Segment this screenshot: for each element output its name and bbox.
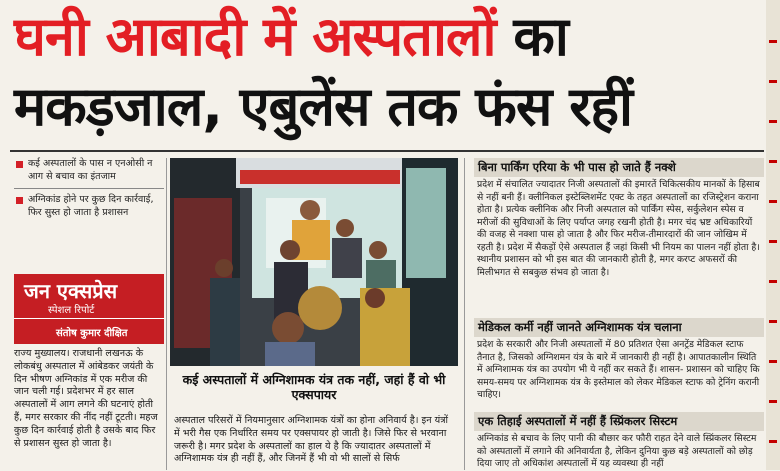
banner-subtitle: स्पेशल रिपोर्ट xyxy=(48,305,95,316)
bullet-square-icon xyxy=(16,197,23,204)
section-parking xyxy=(474,158,764,279)
photo-caption-headline: कई अस्पतालों में अग्निशामक यंत्र तक नहीं, जहां हैं वो भी एक्सपायर xyxy=(182,372,446,402)
bullet-item xyxy=(14,158,164,183)
headline-line1 xyxy=(14,5,568,68)
headline-black-part: का xyxy=(513,5,568,68)
bullet-item xyxy=(14,194,164,219)
photo-caption-body: अस्पताल परिसरों में नियमानुसार अग्निशामक यंत्रों का होना अनिवार्य है। इन यंत्रों में भरी गैस एक निर्धारित समय पर एक्सपायर हो जाती है। जिसे फिर से भरवाना जरूरी है। मगर प्रदेश के अस्पतालों का हाल ये है कि ज्यादातर अस्पतालों में अग्निशामक यंत्र ही नहीं हैं, और जिनमें हैं भी वो भी सालों से सिर्फ xyxy=(174,415,448,465)
section-body: प्रदेश के सरकारी और निजी अस्पतालों में 80 प्रतिशत ऐसा अनट्रेंड मेडिकल स्टाफ तैनात है, जिसको अग्निशमन यंत्र के बारे में जानकारी ही नहीं है। आपातकालीन स्थिति में अग्निशामक यंत्र का उपयोग भी ये नहीं कर सकते हैं। शासन- प्रशासन को चाहिए कि समय-समय पर अग्निशामक यंत्र के इस्तेमाल को लेकर मेडिकल स्टाफ को ट्रेनिंग करानी चाहिए। xyxy=(477,339,760,400)
bullet-square-icon xyxy=(16,161,23,168)
ambulance-scene-image xyxy=(170,158,458,366)
page-edge-strip xyxy=(766,0,780,470)
banner-byline: संतोष कुमार दीक्षित xyxy=(56,328,128,339)
banner-title: जन एक्सप्रेस xyxy=(24,279,118,303)
special-report-banner xyxy=(14,274,164,344)
section-heading: बिना पार्किंग एरिया के भी पास हो जाते हैं नक्शे xyxy=(474,158,764,177)
sidebar-body-text: राज्य मुख्यालय। राजधानी लखनऊ के लोकबंधु अस्पताल में आंबेडकर जयंती के दिन भीषण अग्निकांड में एक मरीज की जान चली गई। प्रदेशभर में हर साल अस्पतालों में आग लगने की घटनाएं होती हैं, मगर सरकार की नींद नहीं टूटती। महज कुछ दिन कार्रवाई होती है उसके बाद फिर से प्रशासन सुस्त हो जाता है। xyxy=(14,348,158,449)
column-divider xyxy=(464,158,465,470)
section-heading: मेडिकल कर्मी नहीं जानते अग्निशामक यंत्र चलाना xyxy=(474,318,764,337)
ambulance-photo xyxy=(170,158,458,366)
column-divider xyxy=(166,158,167,470)
section-sprinkler xyxy=(474,412,764,471)
bullet-text: कई अस्पतालों के पास न एनओसी न आग से बचाव का इंतजाम xyxy=(28,158,153,182)
section-body: अग्निकांड से बचाव के लिए पानी की बौछार कर फौरी राहत देने वाले स्प्रिंकलर सिस्टम को अस्पतालों में लगाने की अनिवार्यता है, लेकिन दुनिया कुछ बड़े अस्पतालों को छोड़ दिया जाए तो अधिकांश अस्पतालों में यह व्यवस्था ही नहीं xyxy=(477,433,757,469)
headline-rule xyxy=(10,150,764,152)
section-heading: एक तिहाई अस्पतालों में नहीं हैं स्प्रिंकलर सिस्टम xyxy=(474,412,764,431)
sidebar-bullets xyxy=(14,158,164,219)
headline-line2: मकड़जाल, एबुलेंस तक फंस रहीं xyxy=(14,75,632,138)
section-untrained-staff xyxy=(474,318,764,402)
bullet-text: अग्निकांड होने पर कुछ दिन कार्रवाई, फिर सुस्त हो जाता है प्रशासन xyxy=(28,194,154,218)
section-body: प्रदेश में संचालित ज्यादातर निजी अस्पतालों की इमारतें चिकित्सकीय मानकों के हिसाब से नहीं बनी हैं। क्लीनिकल इस्टेब्लिशमेंट एक्ट के तहत अस्पतालों का रजिस्ट्रेशन कराना होता है। प्रत्येक क्लीनिक और निजी अस्पताल को पार्किंग स्पेस, सर्कुलेशन स्पेस व मरीजों की सुविधाओं के लिए पर्याप्त जगह रखनी होती है। मगर चंद भ्रष्ट अधिकारियों की वजह से नक्शा पास हो जाता है और फिर मरीज-तीमारदारों की जान जोखिम में रहती है। प्रदेश में सैकड़ों ऐसे अस्पताल हैं जहां किसी भी नियम का पालन नहीं होता है। स्थानीय प्रशासन को भी इस बात की जानकारी होती है, मगर करप्ट अफसरों की मिलीभगत से सबकुछ संभव हो जाता है। xyxy=(477,179,760,278)
headline-red-part: घनी आबादी में अस्पतालों xyxy=(14,5,496,68)
